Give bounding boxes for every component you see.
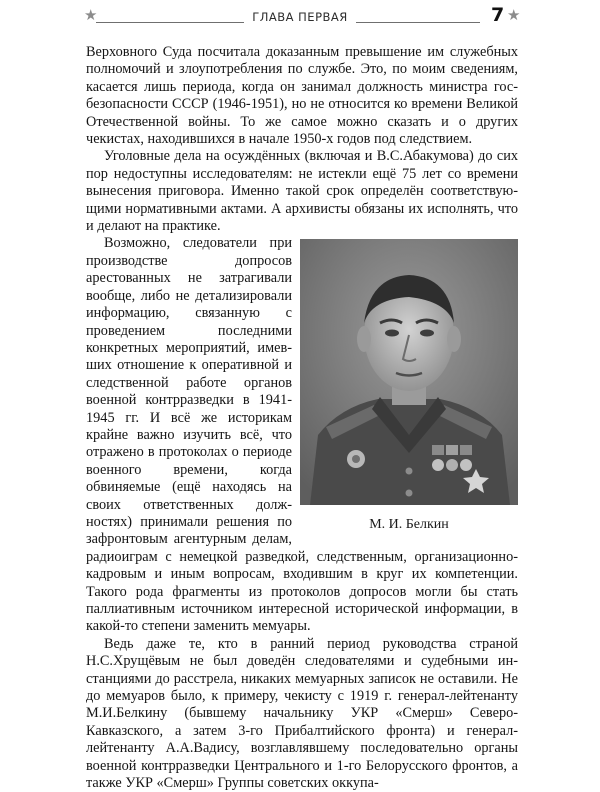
page-number: 7	[491, 4, 505, 26]
portrait-caption: М. И. Белкин	[369, 517, 449, 533]
paragraph-1: Верховного Суда посчитала доказанным превышение им служебных полномочий и злоупотребления по службе. Это, по моим сведениям, касается лишь периода, когда он занимал должность министра госбезопасности СССР (1946-1951), но не относится ко времени Великой Отечественной войны. То же самое можно сказать и о других чекистах, находившихся в начале 1950-х годов под следствием.	[86, 44, 518, 148]
paragraph-3: Возможно, следователи при производстве допросов арестованных не затрагивали вообще, либо не детализировали информацию, связанную с проведением последними конкретных мероприятий, имевших отношение к оперативной и следственной работе органов военной контрразведки в 1941-1945 гг. И всё же историкам крайне важно изучить всё, что отражено в протоколах о периоде военного времени, когда обвиняемые (ещё находясь на своих ответственных должностях) принимали решения по зафронтовым агентурным делам, радиоиграм с немецкой разведкой, следственным, организационно-кадровым и иным вопросам, входившим в круг их компетенции. Такого рода фрагменты из протоколов допросов могли бы стать паллиативным источником интересной исторической информации, в какой-то степени заменить мемуары.	[86, 235, 518, 635]
chapter-title-text: ГЛАВА ПЕРВАЯ	[244, 10, 356, 24]
paragraph-2: Уголовные дела на осуждённых (включая и В.С.Абакумова) до сих пор недоступны исследователям: не истекли ещё 75 лет со времени вынесения приговора. Именно такой срок определён соответствующими нормативными актами. А архивисты обязаны их исполнять, что и делают на практике.	[86, 148, 518, 235]
paragraph-4: Ведь даже те, кто в ранний период руководства страной Н.С.Хрущёвым не был доведён следователями и судебными инстанциями до расстрела, никаких мемуарных записок не оставили. Не до мемуаров было, к примеру, чекисту с 1919 г. генерал-лейтенанту М.И.Белкину (бывшему начальнику УКР «Смерш» Северо-Кавказского, а затем 3-го Прибалтийского фронта) и генерал-лейтенанту А.А.Вадису, возглавлявшему последовательно органы военной контрразведки Центрального и 1-го Белорусского фронтов, а также УКР «Смерш» Группы советских оккупа-	[86, 635, 518, 792]
star-left-icon: ★	[84, 6, 98, 24]
page-body	[86, 44, 518, 792]
portrait-figure	[300, 239, 518, 533]
page-header	[0, 0, 600, 42]
portrait-photo	[300, 239, 518, 505]
star-right-icon: ★	[507, 6, 521, 24]
